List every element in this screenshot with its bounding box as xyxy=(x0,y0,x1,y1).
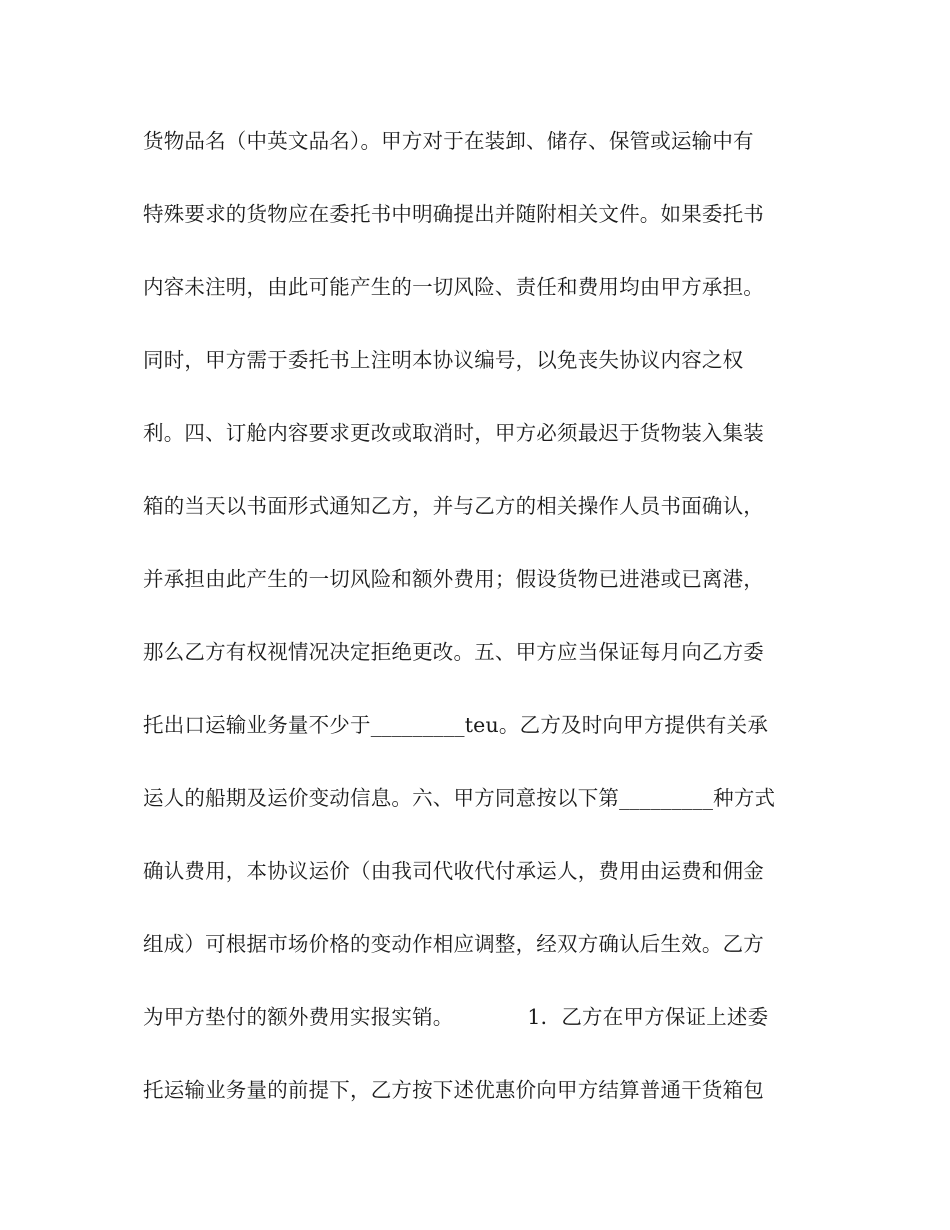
text-line: 托出口运输业务量不少于_________teu。乙方及时向甲方提供有关承 xyxy=(143,713,769,737)
text-line: 同时，甲方需于委托书上注明本协议编号，以免丧失协议内容之权 xyxy=(143,348,744,372)
text-line: 并承担由此产生的一切风险和额外费用；假设货物已进港或已离港， xyxy=(143,567,764,591)
text-line: 组成）可根据市场价格的变动作相应调整，经双方确认后生效。乙方 xyxy=(143,932,764,956)
text-line: 那么乙方有权视情况决定拒绝更改。五、甲方应当保证每月向乙方委 xyxy=(143,640,764,664)
text-line: 货物品名（中英文品名）。甲方对于在装卸、储存、保管或运输中有 xyxy=(143,129,754,153)
text-line: 箱的当天以书面形式通知乙方，并与乙方的相关操作人员书面确认， xyxy=(143,494,764,518)
text-line: 运人的船期及运价变动信息。六、甲方同意按以下第_________种方式 xyxy=(143,786,776,810)
text-line: 确认费用，本协议运价（由我司代收代付承运人，费用由运费和佣金 xyxy=(143,859,764,883)
document-body xyxy=(143,124,823,1146)
text-line: 利。四、订舱内容要求更改或取消时，甲方必须最迟于货物装入集装 xyxy=(143,421,764,445)
text-line: 为甲方垫付的额外费用实报实销。 1．乙方在甲方保证上述委 xyxy=(143,1005,769,1029)
text-line: 内容未注明，由此可能产生的一切风险、责任和费用均由甲方承担。 xyxy=(143,275,764,299)
text-line: 托运输业务量的前提下，乙方按下述优惠价向甲方结算普通干货箱包 xyxy=(143,1078,764,1102)
text-line: 特殊要求的货物应在委托书中明确提出并随附相关文件。如果委托书 xyxy=(143,202,764,226)
